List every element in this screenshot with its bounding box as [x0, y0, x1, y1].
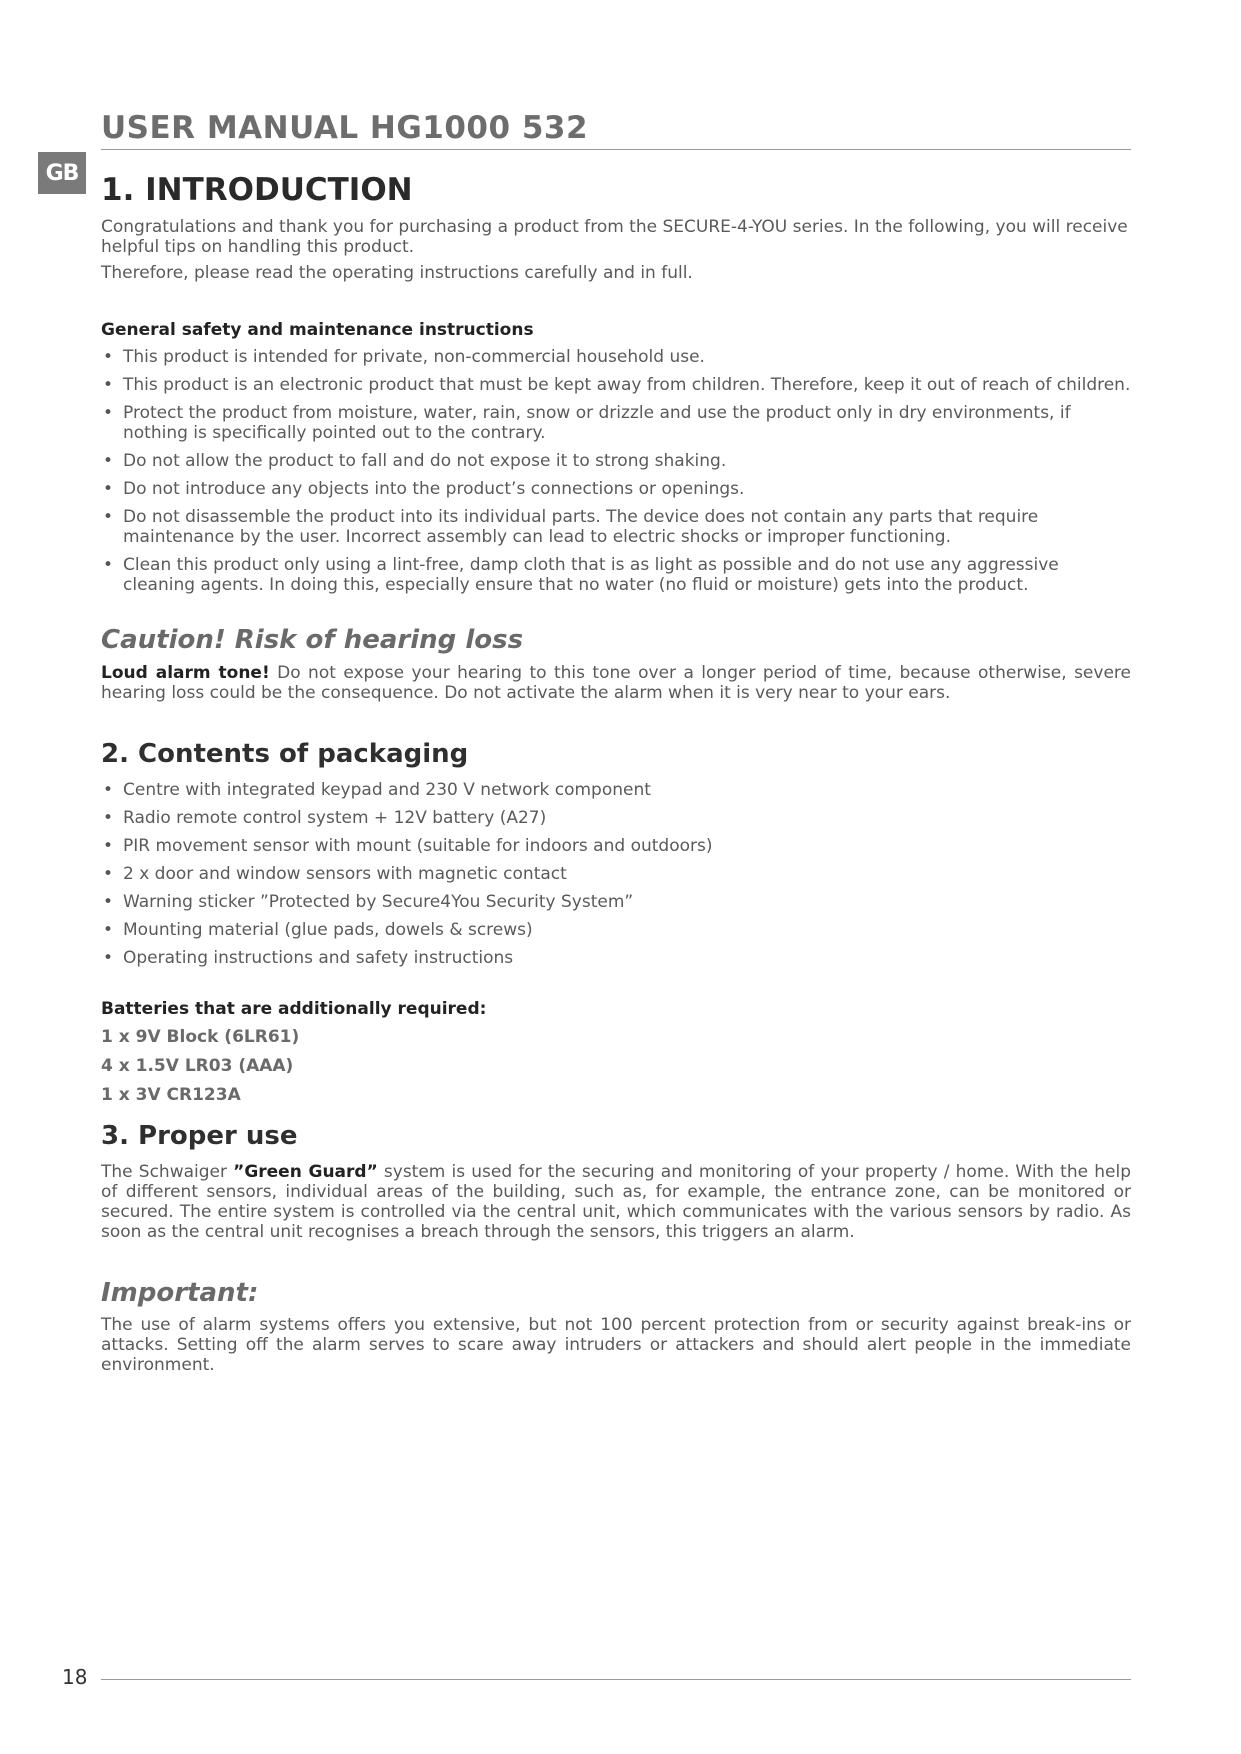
list-item: • Clean this product only using a lint-free, damp cloth that is as light as possible and do not use any aggressive cleaning agents. In doing this, especially ensure that no water (no fluid or moisture) gets into the product. [101, 555, 1131, 595]
proper-use-text-before: The Schwaiger [101, 1161, 234, 1182]
batteries-heading: Batteries that are additionally required: [101, 998, 487, 1019]
intro-paragraph: Therefore, please read the operating instructions carefully and in full. [101, 263, 693, 284]
list-item: • Radio remote control system + 12V battery (A27) [101, 808, 1131, 828]
proper-use-text-after: system is used for the securing and monitoring of your property / home. With the help of different sensors, individual areas of the building, such as, for example, the entrance zone, can be monitored or secured. The entire system is controlled via the central unit, which communicates with the various sensors by radio. As soon as the central unit recognises a breach through the sensors, this triggers an alarm. [101, 1161, 1131, 1242]
proper-use-paragraph [101, 1162, 1131, 1242]
list-item: • Protect the product from moisture, water, rain, snow or drizzle and use the product only in dry environments, if nothing is specifically pointed out to the contrary. [101, 403, 1131, 443]
important-heading: Important: [101, 1277, 259, 1308]
caution-paragraph [101, 663, 1131, 703]
list-item: • Operating instructions and safety instructions [101, 948, 1131, 968]
page-content [101, 110, 1131, 1381]
page-number: 18 [62, 1665, 88, 1689]
caution-text: Do not expose your hearing to this tone over a longer period of time, because otherwise, severe hearing loss could be the consequence. Do not activate the alarm when it is very near to your ears. [101, 662, 1131, 703]
list-item: • PIR movement sensor with mount (suitable for indoors and outdoors) [101, 836, 1131, 856]
list-item: • Do not introduce any objects into the product’s connections or openings. [101, 479, 1131, 499]
safety-list [101, 347, 1131, 595]
intro-heading: 1. INTRODUCTION [101, 172, 413, 209]
footer-divider [101, 1679, 1131, 1680]
list-item: • This product is an electronic product that must be kept away from children. Therefore, keep it out of reach of children. [101, 375, 1131, 395]
battery-item: 4 x 1.5V LR03 (AAA) [101, 1055, 294, 1076]
battery-item: 1 x 9V Block (6LR61) [101, 1026, 300, 1047]
contents-list [101, 780, 1131, 968]
caution-heading: Caution! Risk of hearing loss [101, 625, 524, 656]
caution-lead: Loud alarm tone! [101, 662, 270, 683]
manual-title: USER MANUAL HG1000 532 [101, 110, 1131, 150]
battery-item: 1 x 3V CR123A [101, 1084, 241, 1105]
language-tab: GB [38, 152, 86, 194]
list-item: • Centre with integrated keypad and 230 V network component [101, 780, 1131, 800]
intro-paragraph: Congratulations and thank you for purchasing a product from the SECURE-4-YOU series. In the following, you will receive helpful tips on handling this product. [101, 217, 1128, 258]
list-item: • Warning sticker ”Protected by Secure4You Security System” [101, 892, 1131, 912]
list-item: • Do not allow the product to fall and do not expose it to strong shaking. [101, 451, 1131, 471]
safety-heading: General safety and maintenance instructions [101, 320, 534, 341]
proper-use-heading: 3. Proper use [101, 1120, 298, 1151]
list-item: • This product is intended for private, non-commercial household use. [101, 347, 1131, 367]
list-item: • Do not disassemble the product into its individual parts. The device does not contain any parts that require maintenance by the user. Incorrect assembly can lead to electric shocks or improper functioning. [101, 507, 1131, 547]
important-paragraph: The use of alarm systems offers you extensive, but not 100 percent protection from or security against break-ins or attacks. Setting off the alarm serves to scare away intruders or attackers and should alert people in the immediate environment. [101, 1315, 1131, 1376]
list-item: • 2 x door and window sensors with magnetic contact [101, 864, 1131, 884]
list-item: • Mounting material (glue pads, dowels & screws) [101, 920, 1131, 940]
brand-name: ”Green Guard” [233, 1161, 378, 1182]
contents-heading: 2. Contents of packaging [101, 738, 469, 769]
